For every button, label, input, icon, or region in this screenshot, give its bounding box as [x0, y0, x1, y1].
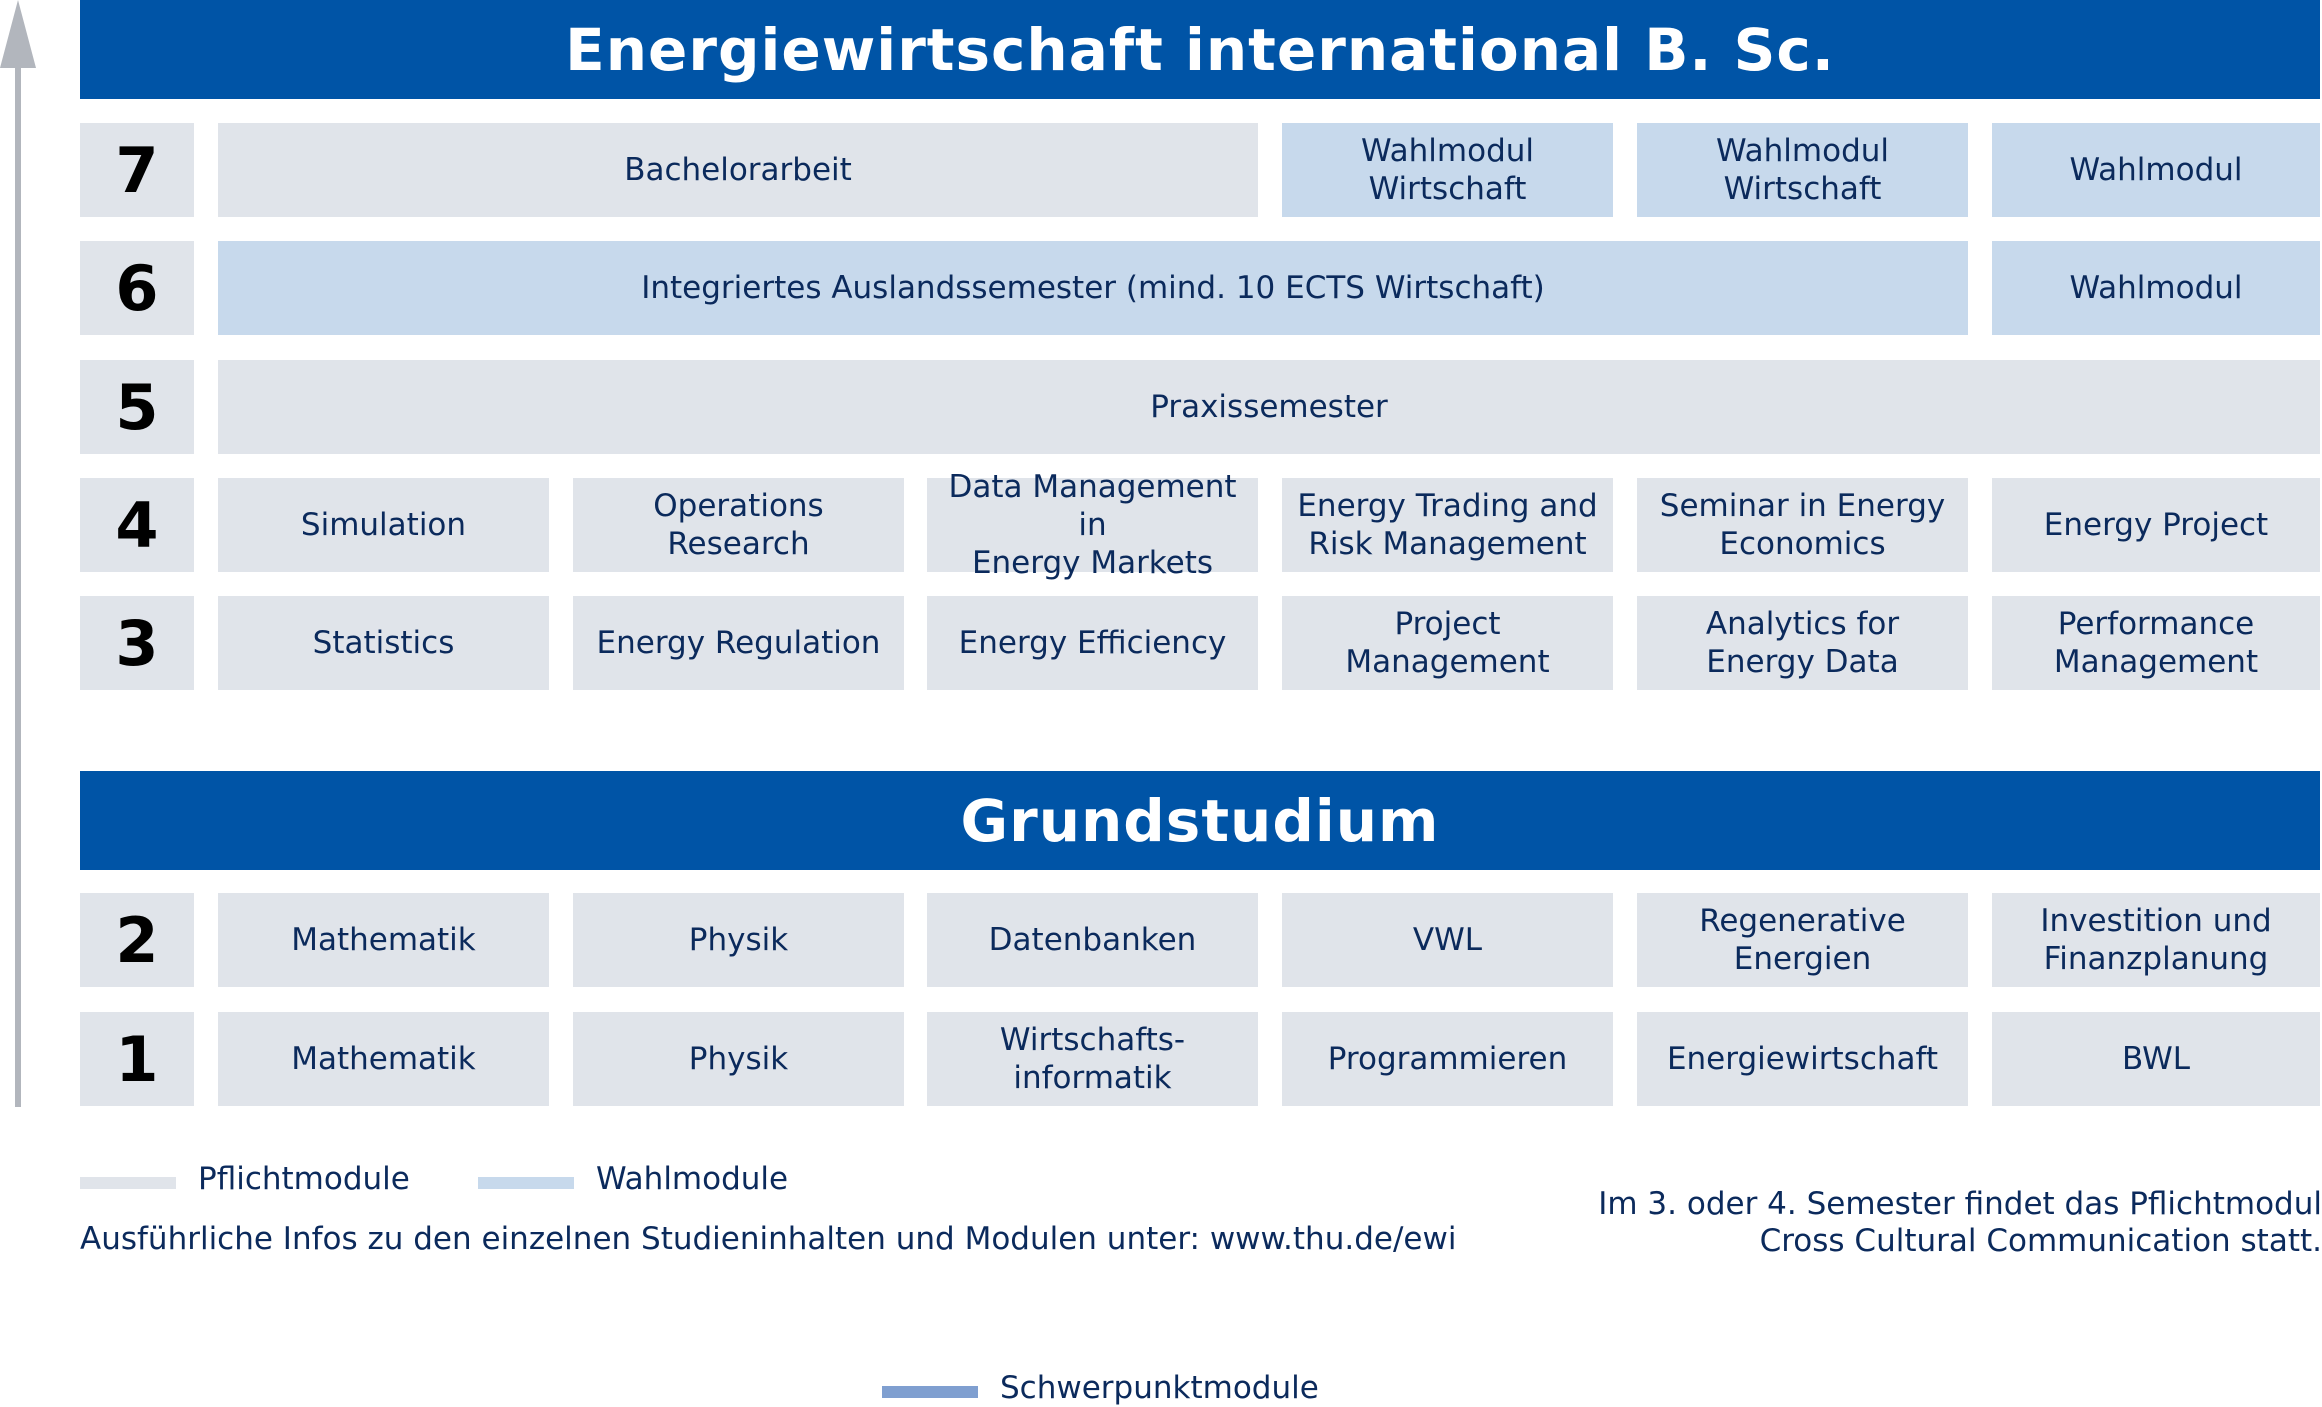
module-4-4 [1282, 478, 1613, 572]
module-2-1 [218, 893, 549, 987]
module-7-4 [1992, 123, 2320, 217]
module-1-6 [1992, 1012, 2320, 1106]
module-label: Integriertes Auslandssemester (mind. 10 ECTS Wirtschaft) [641, 270, 1545, 306]
module-label: Analytics for Energy Data [1705, 606, 1900, 680]
module-label: Wahlmodul Wirtschaft [1715, 133, 1890, 207]
program-title: Energiewirtschaft international B. Sc. [80, 0, 2320, 99]
grundstudium-title: Grundstudium [80, 771, 2320, 870]
progress-arrow-line [15, 62, 21, 1107]
module-label: Simulation [300, 507, 467, 543]
module-label: Energy Regulation [596, 625, 881, 661]
module-1-3 [927, 1012, 1258, 1106]
module-label: Energiewirtschaft [1666, 1041, 1939, 1077]
module-label: Energy Efficiency [958, 625, 1227, 661]
module-1-5 [1637, 1012, 1968, 1106]
semester-number-5: 5 [80, 360, 194, 454]
module-7-1 [218, 123, 1258, 217]
semester-number-2: 2 [80, 893, 194, 987]
note-line-2: Cross Cultural Communication statt. [1759, 1223, 2322, 1259]
module-label: Project Management [1345, 606, 1550, 680]
module-label: Wahlmodul Wirtschaft [1360, 133, 1535, 207]
module-2-3 [927, 893, 1258, 987]
module-2-2 [573, 893, 904, 987]
module-label: Physik [688, 922, 789, 958]
module-4-1 [218, 478, 549, 572]
module-5-1 [218, 360, 2320, 454]
legend-label-pflicht: Pflichtmodule [198, 1161, 410, 1197]
module-label: Seminar in Energy Economics [1659, 488, 1946, 562]
module-label: Performance Management [2053, 606, 2259, 680]
module-7-3 [1637, 123, 1968, 217]
semester-number-3: 3 [80, 596, 194, 690]
legend-label-wahl: Wahlmodule [596, 1161, 789, 1197]
module-label: Investition und Finanzplanung [2040, 903, 2272, 977]
semester-number-7: 7 [80, 123, 194, 217]
module-1-1 [218, 1012, 549, 1106]
module-label: Data Management in Energy Markets [948, 469, 1237, 581]
module-label: Statistics [312, 625, 455, 661]
semester-number-4: 4 [80, 478, 194, 572]
legend-label-schwerpunkt: Schwerpunktmodule [1000, 1370, 1319, 1406]
module-7-2 [1282, 123, 1613, 217]
module-6-1 [218, 241, 1968, 335]
module-label: VWL [1412, 922, 1483, 958]
module-label: Energy Project [2043, 507, 2269, 543]
module-label: Energy Trading and Risk Management [1297, 488, 1598, 562]
module-label: Operations Research [653, 488, 824, 562]
note-line-1: Im 3. oder 4. Semester findet das Pflichtmodul [1598, 1186, 2322, 1222]
module-label: Mathematik [291, 922, 476, 958]
module-label: Physik [688, 1041, 789, 1077]
module-2-6 [1992, 893, 2320, 987]
semester-number-6: 6 [80, 241, 194, 335]
module-4-5 [1637, 478, 1968, 572]
module-label: BWL [2121, 1041, 2191, 1077]
module-3-5 [1637, 596, 1968, 690]
module-label: Wirtschafts- informatik [999, 1022, 1186, 1096]
semester-number-1: 1 [80, 1012, 194, 1106]
module-1-2 [573, 1012, 904, 1106]
module-4-3 [927, 469, 1258, 581]
module-2-4 [1282, 893, 1613, 987]
module-2-5 [1637, 893, 1968, 987]
legend-swatch-wahl [478, 1177, 574, 1189]
module-6-2 [1992, 241, 2320, 335]
module-label: Praxissemester [1150, 389, 1388, 425]
module-label: Regenerative Energien [1699, 903, 1906, 977]
module-4-6 [1992, 478, 2320, 572]
info-text: Ausführliche Infos zu den einzelnen Studieninhalten und Modulen unter: www.thu.de/ewi [80, 1221, 1457, 1257]
module-label: Programmieren [1327, 1041, 1568, 1077]
module-label: Wahlmodul [2069, 152, 2243, 188]
module-3-2 [573, 596, 904, 690]
module-1-4 [1282, 1012, 1613, 1106]
module-3-1 [218, 596, 549, 690]
arrow-up-icon [0, 0, 36, 68]
legend-swatch-schwerpunkt [882, 1386, 978, 1398]
module-label: Mathematik [291, 1041, 476, 1077]
module-3-6 [1992, 596, 2320, 690]
module-3-4 [1282, 596, 1613, 690]
module-3-3 [927, 596, 1258, 690]
module-label: Bachelorarbeit [624, 152, 852, 188]
module-label: Datenbanken [988, 922, 1197, 958]
legend-swatch-pflicht [80, 1177, 176, 1189]
module-4-2 [573, 478, 904, 572]
module-label: Wahlmodul [2069, 270, 2243, 306]
